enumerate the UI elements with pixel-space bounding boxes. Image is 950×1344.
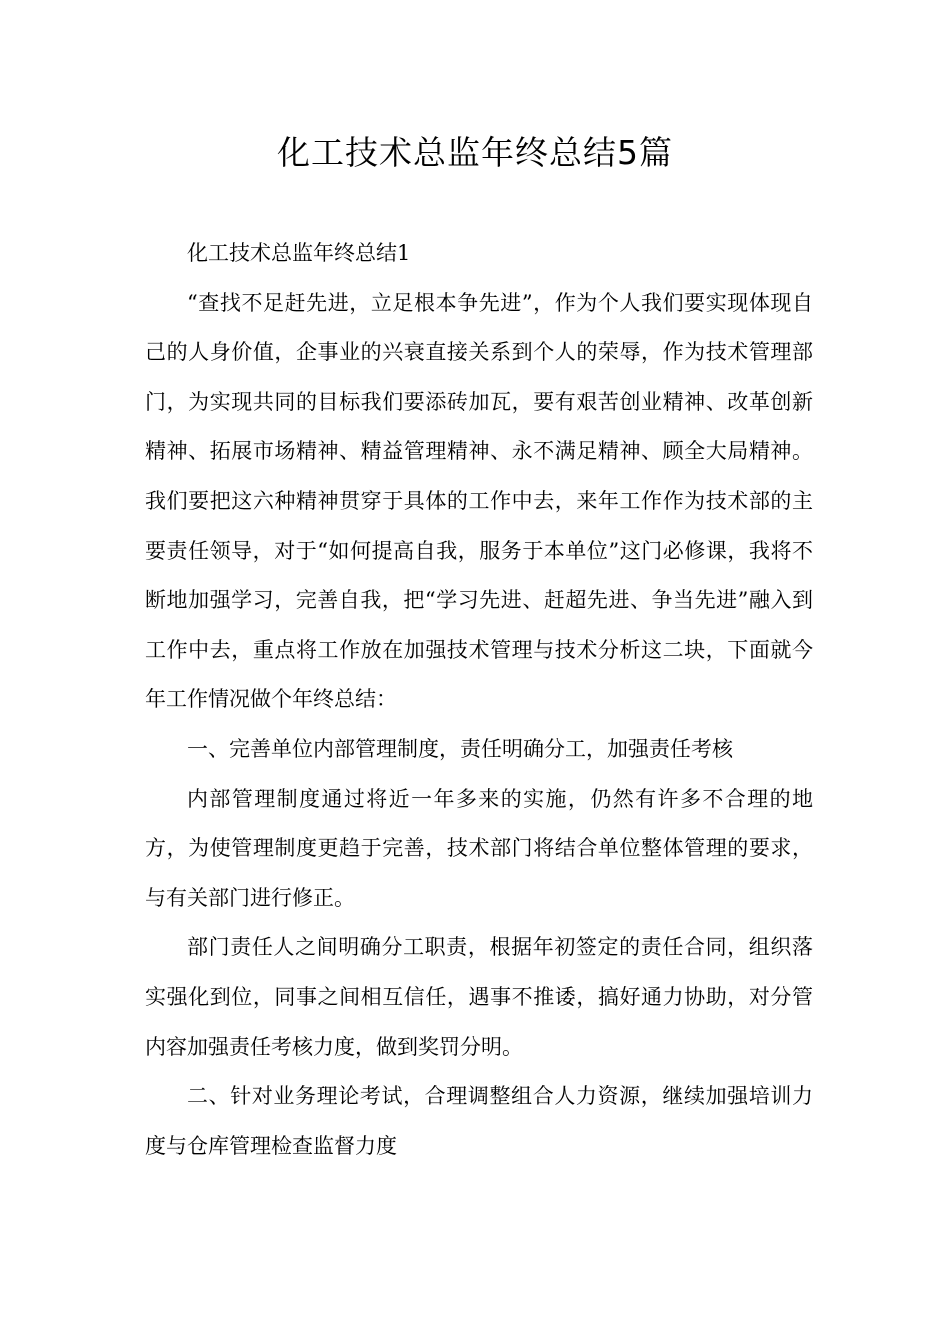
- document-title: 化工技术总监年终总结5篇: [277, 133, 673, 172]
- section-heading: 二、针对业务理论考试，合理调整组合人力资源，继续加强培训力度与仓库管理检查监督力度: [145, 1084, 813, 1158]
- section-heading: 化工技术总监年终总结1: [187, 241, 411, 265]
- paragraph: 内部管理制度通过将近一年多来的实施，仍然有许多不合理的地方，为使管理制度更趋于完善，技术部门将结合单位整体管理的要求，与有关部门进行修正。: [145, 786, 813, 910]
- document-body: [145, 229, 813, 1171]
- section-heading: 一、完善单位内部管理制度，责任明确分工，加强责任考核: [187, 736, 733, 761]
- paragraph: 部门责任人之间明确分工职责，根据年初签定的责任合同，组织落实强化到位，同事之间相互信任，遇事不推诿，搞好通力协助，对分管内容加强责任考核力度，做到奖罚分明。: [145, 935, 813, 1059]
- paragraph: “查找不足赶先进，立足根本争先进”，作为个人我们要实现体现自己的人身价值，企事业的兴衰直接关系到个人的荣辱，作为技术管理部门，为实现共同的目标我们要添砖加瓦，要有艰苦创业精神、改革创新精神、拓展市场精神、精益管理精神、永不满足精神、顾全大局精神。我们要把这六种精神贯穿于具体的工作中去，来年工作作为技术部的主要责任领导，对于“如何提高自我，服务于本单位”这门必修课，我将不断地加强学习，完善自我，把“学习先进、赶超先进、争当先进”融入到工作中去，重点将工作放在加强技术管理与技术分析这二块，下面就今年工作情况做个年终总结：: [145, 290, 813, 712]
